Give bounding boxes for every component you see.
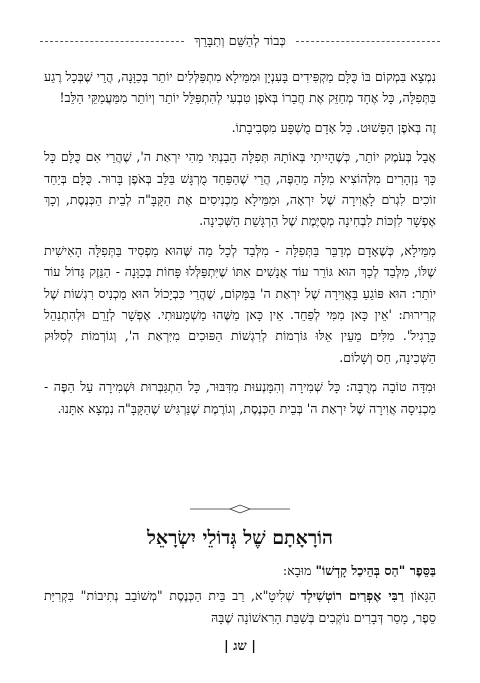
section-body [44,560,436,632]
title-prefix: הַגָּאוֹן [403,588,436,604]
header-rule-left [296,41,440,42]
section-paragraph [44,585,436,628]
paragraph-2: זֶה בְּאֹפֶן הַפָּשׁוּט. כָּל אָדָם מֻשְׁפָּע מִסְּבִיבָתוֹ. [231,119,436,135]
paragraph-3: אֲבָל בְּעֹמֶק יוֹתֵר, כְּשֶׁהָיִיתִי בְּאוֹתָהּ תְּפִלָּה הֵבַנְתִּי מַהִי יִרְאַת ה', שֶׁהֲרֵי אִם כֻּלָּם כָּל כָּךְ נִזְהָרִים מִלְּהוֹצִיא מִלָּה מֵהַפֶּה, הֲרֵי שֶׁהַפַּחַד מֻרְגָּשׁ בַּלֵּב בְּאֹפֶן בָּרוּר. כֻּלָּם בְּיַחַד זוֹכִים לִגְרֹם לָאֲוִירָה שֶׁל יִרְאָה, וּמִמֵּילָא מַכְנִיסִים אֶת הַקָּבָּ"ה לְבֵית הַכְּנֶסֶת, וְכָךְ אֶפְשָׁר לִזְכּוֹת לִבְחִינָה מְסֻיֶּמֶת שֶׁל הַרְגָּשַׁת הַשְּׁכִינָה. [44,149,436,229]
book-title: בַּסֵּפֶר "הַס בְּהֵיכַל קָדְשׁוֹ" [315,563,436,578]
header-title: כְּבוֹד לְהַשֵּׁם וְתִבָּרֵךְ [194,34,286,49]
section-intro [44,560,436,581]
page-number: | שג | [223,639,256,654]
running-header [40,30,440,52]
body-text [44,66,436,427]
intro-rest: מוּבָא: [282,563,316,578]
ornament-icon [190,503,290,515]
section-heading: הוֹרָאָתָם שֶׁל גְּדוֹלֵי יִשְׂרָאֵל [147,527,333,549]
header-rule-right [40,41,184,42]
paragraph-1: נִמְצָא בִּמְקוֹם בּוֹ כֻּלָּם מַקְפִּידִים בָּעִנְיָן וּמִמֵּילָא מִתְפַּלְּלִים יוֹתֵר בְּכַוָּנָה, הֲרֵי שֶׁבְּכָל רֶגַע בַּתְּפִלָּה, כָּל אֶחָד מְחַזֵּק אֶת חֲבֵרוֹ בְּאֹפֶן טִבְעִי לְהִתְפַּלֵּל יוֹתֵר וְיוֹתֵר מִמַּעֲמַקֵּי הַלֵּב! [44,69,436,106]
ornament-divider [190,503,290,515]
paragraph-4: מִמֵּילָא, כְּשֶׁאָדָם מְדַבֵּר בַּתְּפִלָּה - מִלְּבַד לְכָל מַה שֶּׁהוּא מַפְסִיד בַּתְּפִלָּה הָאִישִׁית שֶׁלּוֹ, מִלְּבַד לְכָךְ הוּא גּוֹרֵר עוֹד אֲנָשִׁים אִתּוֹ שֶׁיִּתְפַּלְּלוּ פָּחוֹת בְּכַוָּנָה - הַנֵּזֶק גָּדוֹל עוֹד יוֹתֵר: הוּא פּוֹגֵעַ בָּאֲוִירָה שֶׁל יִרְאַת ה' בַּמָּקוֹם, שֶׁהֲרֵי כִּבְיָכוֹל הוּא מַכְנִיס רִגְשׁוֹת שֶׁל קְרִירוּת: 'אֵין כָּאן מִמִּי לְפַחֵד. אֵין כָּאן מַשֶּׁהוּ מַשְׁמָעוּתִי. אֶפְשָׁר לְזָרֵם וּלְהִתְנַהֵל כָּרָגִיל'. מִלִּים מֵעֵין אֵלּוּ גּוֹרְמוֹת לְרִגְשׁוֹת הַפּוּכִים מִיִּרְאַת ה', וְגוֹרְמוֹת לְסִלּוּק הַשְּׁכִינָה, חַס וְשָׁלוֹם. [44,242,436,365]
rabbi-name: רַבִּי אֶפְרַיִם רוֹטְשִׁילְד [300,588,404,604]
paragraph-5: וּמִדָּה טוֹבָה מְרֻבָּה: כָּל שְׁמִירָה וְהִמָּנְעוּת מִדִּבּוּר, כָּל הִתְגַּבְּרוּת וּשְׁמִירָה עַל הַפֶּה - מַכְנִיסָה אֲוִירָה שֶׁל יִרְאַת ה' בְּבֵית הַכְּנֶסֶת, וְגוֹרֶמֶת שֶׁנַּרְגִּישׁ שֶׁהַקָּבָּ"ה נִמְצָא אִתָּנוּ. [44,379,436,416]
paragraph-rest: שְׁלִיטָ"א, רַב בֵּית הַכְּנֶסֶת "מְשׁוֹבֵב נְתִיבוֹת" בִּקְרִיַּת סֵפֶר, מָסַר דְּבָרִים נוֹקְבִים בְּשַׁבַּת הָרִאשׁוֹנָה שֶׁבָּהּ [44,588,436,625]
